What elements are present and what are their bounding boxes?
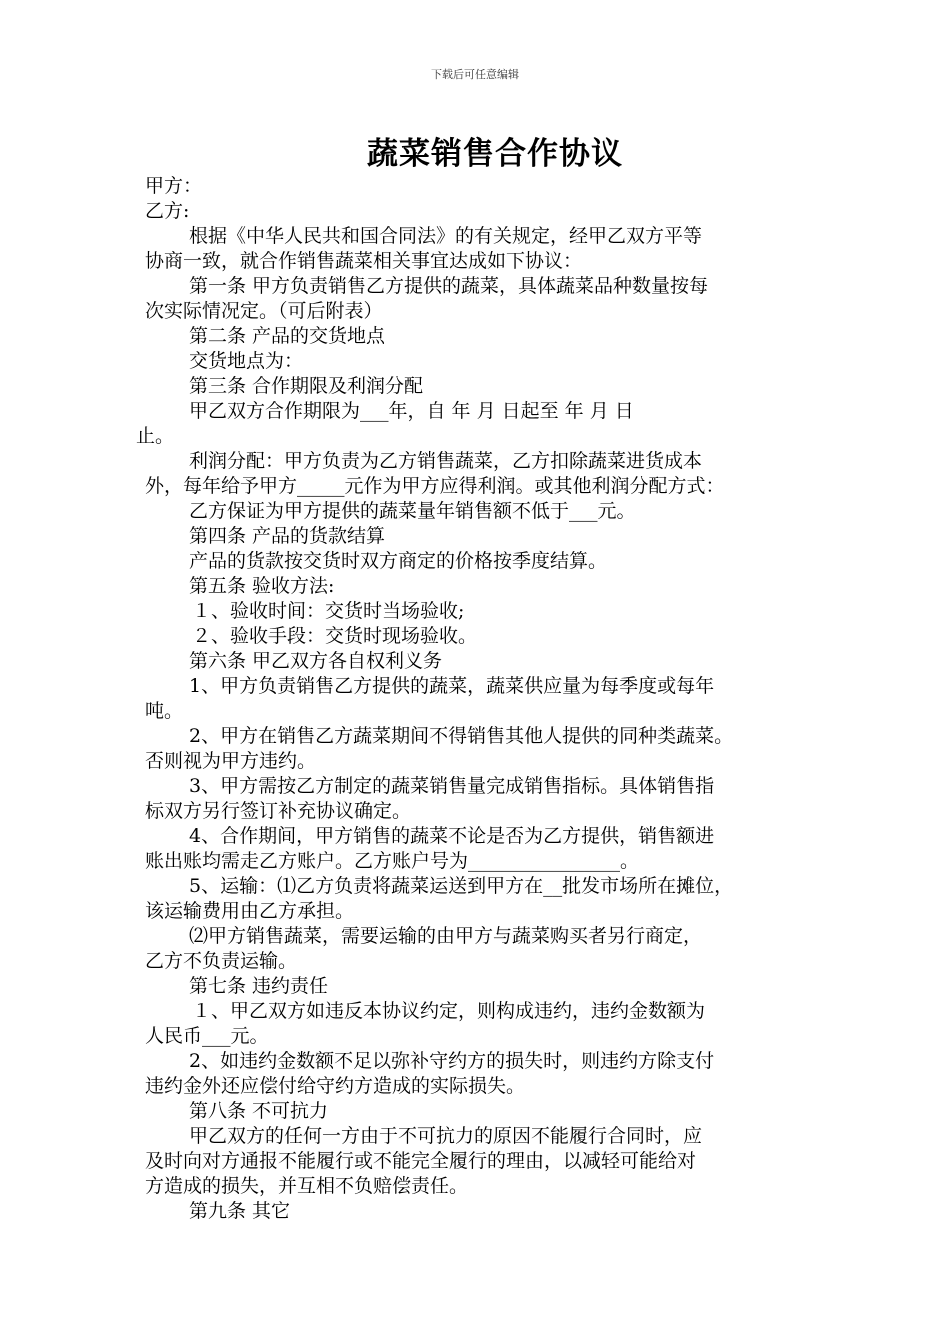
party-a-line: 甲方： — [145, 175, 203, 197]
document-body — [136, 174, 817, 1224]
rights-obligations-item: 标双方另行签订补充协议确定。 — [145, 800, 412, 822]
cooperation-term-line: 甲乙双方合作期限为___年，自 年 月 日起至 年 月 日 — [189, 400, 634, 422]
rights-obligations-item: 否则视为甲方违约。 — [145, 750, 317, 772]
profit-distribution-line: 利润分配：甲方负责为乙方销售蔬菜，乙方扣除蔬菜进货成本 — [189, 450, 703, 472]
article-9-heading: 第九条 其它 — [189, 1200, 291, 1222]
breach-item: １、甲乙双方如违反本协议约定，则构成违约，违约金数额为 — [192, 1000, 706, 1022]
rights-obligations-item: 4、合作期间，甲方销售的蔬菜不论是否为乙方提供，销售额进 — [189, 825, 715, 847]
payment-settlement-line: 产品的货款按交货时双方商定的价格按季度结算。 — [189, 550, 608, 572]
breach-item: 违约金外还应偿付给守约方造成的实际损失。 — [145, 1075, 526, 1097]
transport-item: 该运输费用由乙方承担。 — [145, 900, 355, 922]
article-6-heading: 第六条 甲乙双方各自权利义务 — [189, 650, 443, 672]
article-7-heading: 第七条 违约责任 — [189, 975, 329, 997]
delivery-location-line: 交货地点为： — [189, 350, 304, 372]
article-5-heading: 第五条 验收方法: — [189, 575, 335, 597]
inspection-item: １、验收时间：交货时当场验收; — [192, 600, 465, 622]
preamble-line: 协商一致，就合作销售蔬菜相关事宜达成如下协议： — [145, 250, 583, 272]
profit-distribution-line: 外，每年给予甲方_____元作为甲方应得利润。或其他利润分配方式： — [145, 475, 725, 497]
rights-obligations-item: 账出账均需走乙方账户。乙方账户号为________________。 — [145, 850, 640, 872]
rights-obligations-item: 吨。 — [145, 700, 184, 722]
force-majeure-line: 甲乙双方的任何一方由于不可抗力的原因不能履行合同时，应 — [189, 1125, 703, 1147]
article-2-heading: 第二条 产品的交货地点 — [189, 325, 386, 347]
rights-obligations-item: 2、甲方在销售乙方蔬菜期间不得销售其他人提供的同种类蔬菜。 — [189, 725, 734, 747]
sales-guarantee-line: 乙方保证为甲方提供的蔬菜量年销售额不低于___元。 — [189, 500, 636, 522]
transport-item: 乙方不负责运输。 — [145, 950, 298, 972]
rights-obligations-item: 1、甲方负责销售乙方提供的蔬菜，蔬菜供应量为每季度或每年 — [189, 675, 715, 697]
rights-obligations-item: 3、甲方需按乙方制定的蔬菜销售量完成销售指标。具体销售指 — [189, 775, 715, 797]
force-majeure-line: 方造成的损失，并互相不负赔偿责任。 — [145, 1175, 469, 1197]
article-3-heading: 第三条 合作期限及利润分配 — [189, 375, 424, 397]
article-4-heading: 第四条 产品的货款结算 — [189, 525, 386, 547]
document-title: 蔬菜销售合作协议 — [367, 136, 623, 172]
inspection-item: ２、验收手段：交货时现场验收。 — [192, 625, 478, 647]
force-majeure-line: 及时向对方通报不能履行或不能完全履行的理由，以减轻可能给对 — [145, 1150, 697, 1172]
party-b-line: 乙方: — [145, 200, 190, 222]
page-header-note: 下载后可任意编辑 — [431, 68, 519, 81]
breach-item: 人民币___元。 — [145, 1025, 269, 1047]
article-8-heading: 第八条 不可抗力 — [189, 1100, 329, 1122]
article-1-line: 第一条 甲方负责销售乙方提供的蔬菜，具体蔬菜品种数量按每 — [189, 275, 709, 297]
transport-item: ⑵甲方销售蔬菜，需要运输的由甲方与蔬菜购买者另行商定， — [189, 925, 703, 947]
transport-item: 5、运输：⑴乙方负责将蔬菜运送到甲方在__批发市场所在摊位， — [189, 875, 734, 897]
preamble-line: 根据《中华人民共和国合同法》的有关规定，经甲乙双方平等 — [189, 225, 703, 247]
cooperation-term-line: 止。 — [136, 425, 175, 447]
article-1-line: 次实际情况定。（可后附表） — [145, 300, 383, 322]
breach-item: 2、如违约金数额不足以弥补守约方的损失时，则违约方除支付 — [189, 1050, 715, 1072]
